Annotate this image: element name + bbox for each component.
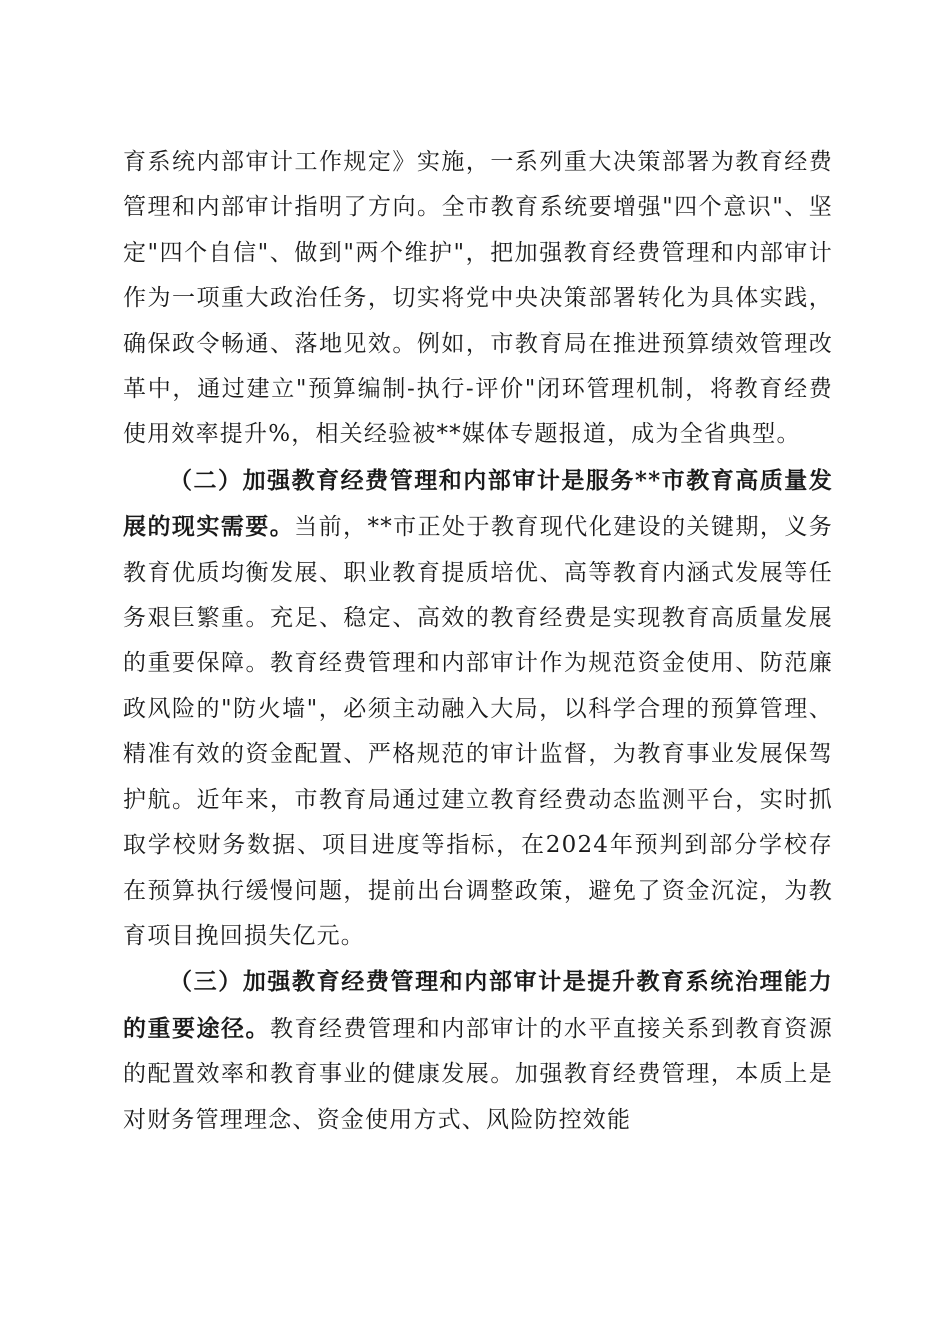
paragraph-text: 教育经费管理和内部审计的水平直接关系到教育资源的配置效率和教育事业的健康发展。加强教育经费管理，本质上是对财务管理理念、资金使用方式、风险防控效能 [123,1015,834,1133]
paragraph-text: 育系统内部审计工作规定》实施，一系列重大决策部署为教育经费管理和内部审计指明了方向。全市教育系统要增强"四个意识"、坚定"四个自信"、做到"两个维护"，把加强教育经费管理和内部审计作为一项重大政治任务，切实将党中央决策部署转化为具体实践，确保政令畅通、落地见效。例如，市教育局在推进预算绩效管理改革中，通过建立"预算编制-执行-评价"闭环管理机制，将教育经费使用效率提升%，相关经验被**媒体专题报道，成为全省典型。 [123,149,833,448]
section-heading: （三）加强教育经费管理和内部审计是提升教育系统治理能力的重要途径。 [123,968,833,1042]
section-heading: （二）加强教育经费管理和内部审计是服务**市教育高质量发展的现实需要。 [123,466,833,541]
paragraph-section-2 [123,458,833,959]
paragraph-continuation [123,140,833,458]
paragraph-text: 当前，**市正处于教育现代化建设的关键期，义务教育优质均衡发展、职业教育提质培优、高等教育内涵式发展等任务艰巨繁重。充足、稳定、高效的教育经费是实现教育高质量发展的重要保障。教育经费管理和内部审计作为规范资金使用、防范廉政风险的"防火墙"，必须主动融入大局，以科学合理的预算管理、精准有效的资金配置、严格规范的审计监督，为教育事业发展保驾护航。近年来，市教育局通过建立教育经费动态监测平台，实时抓取学校财务数据、项目进度等指标，在2024年预判到部分学校存在预算执行缓慢问题，提前出台调整政策，避免了资金沉淀，为教育项目挽回损失亿元。 [123,514,833,949]
paragraph-section-3 [123,959,833,1143]
document-body [123,140,833,1143]
